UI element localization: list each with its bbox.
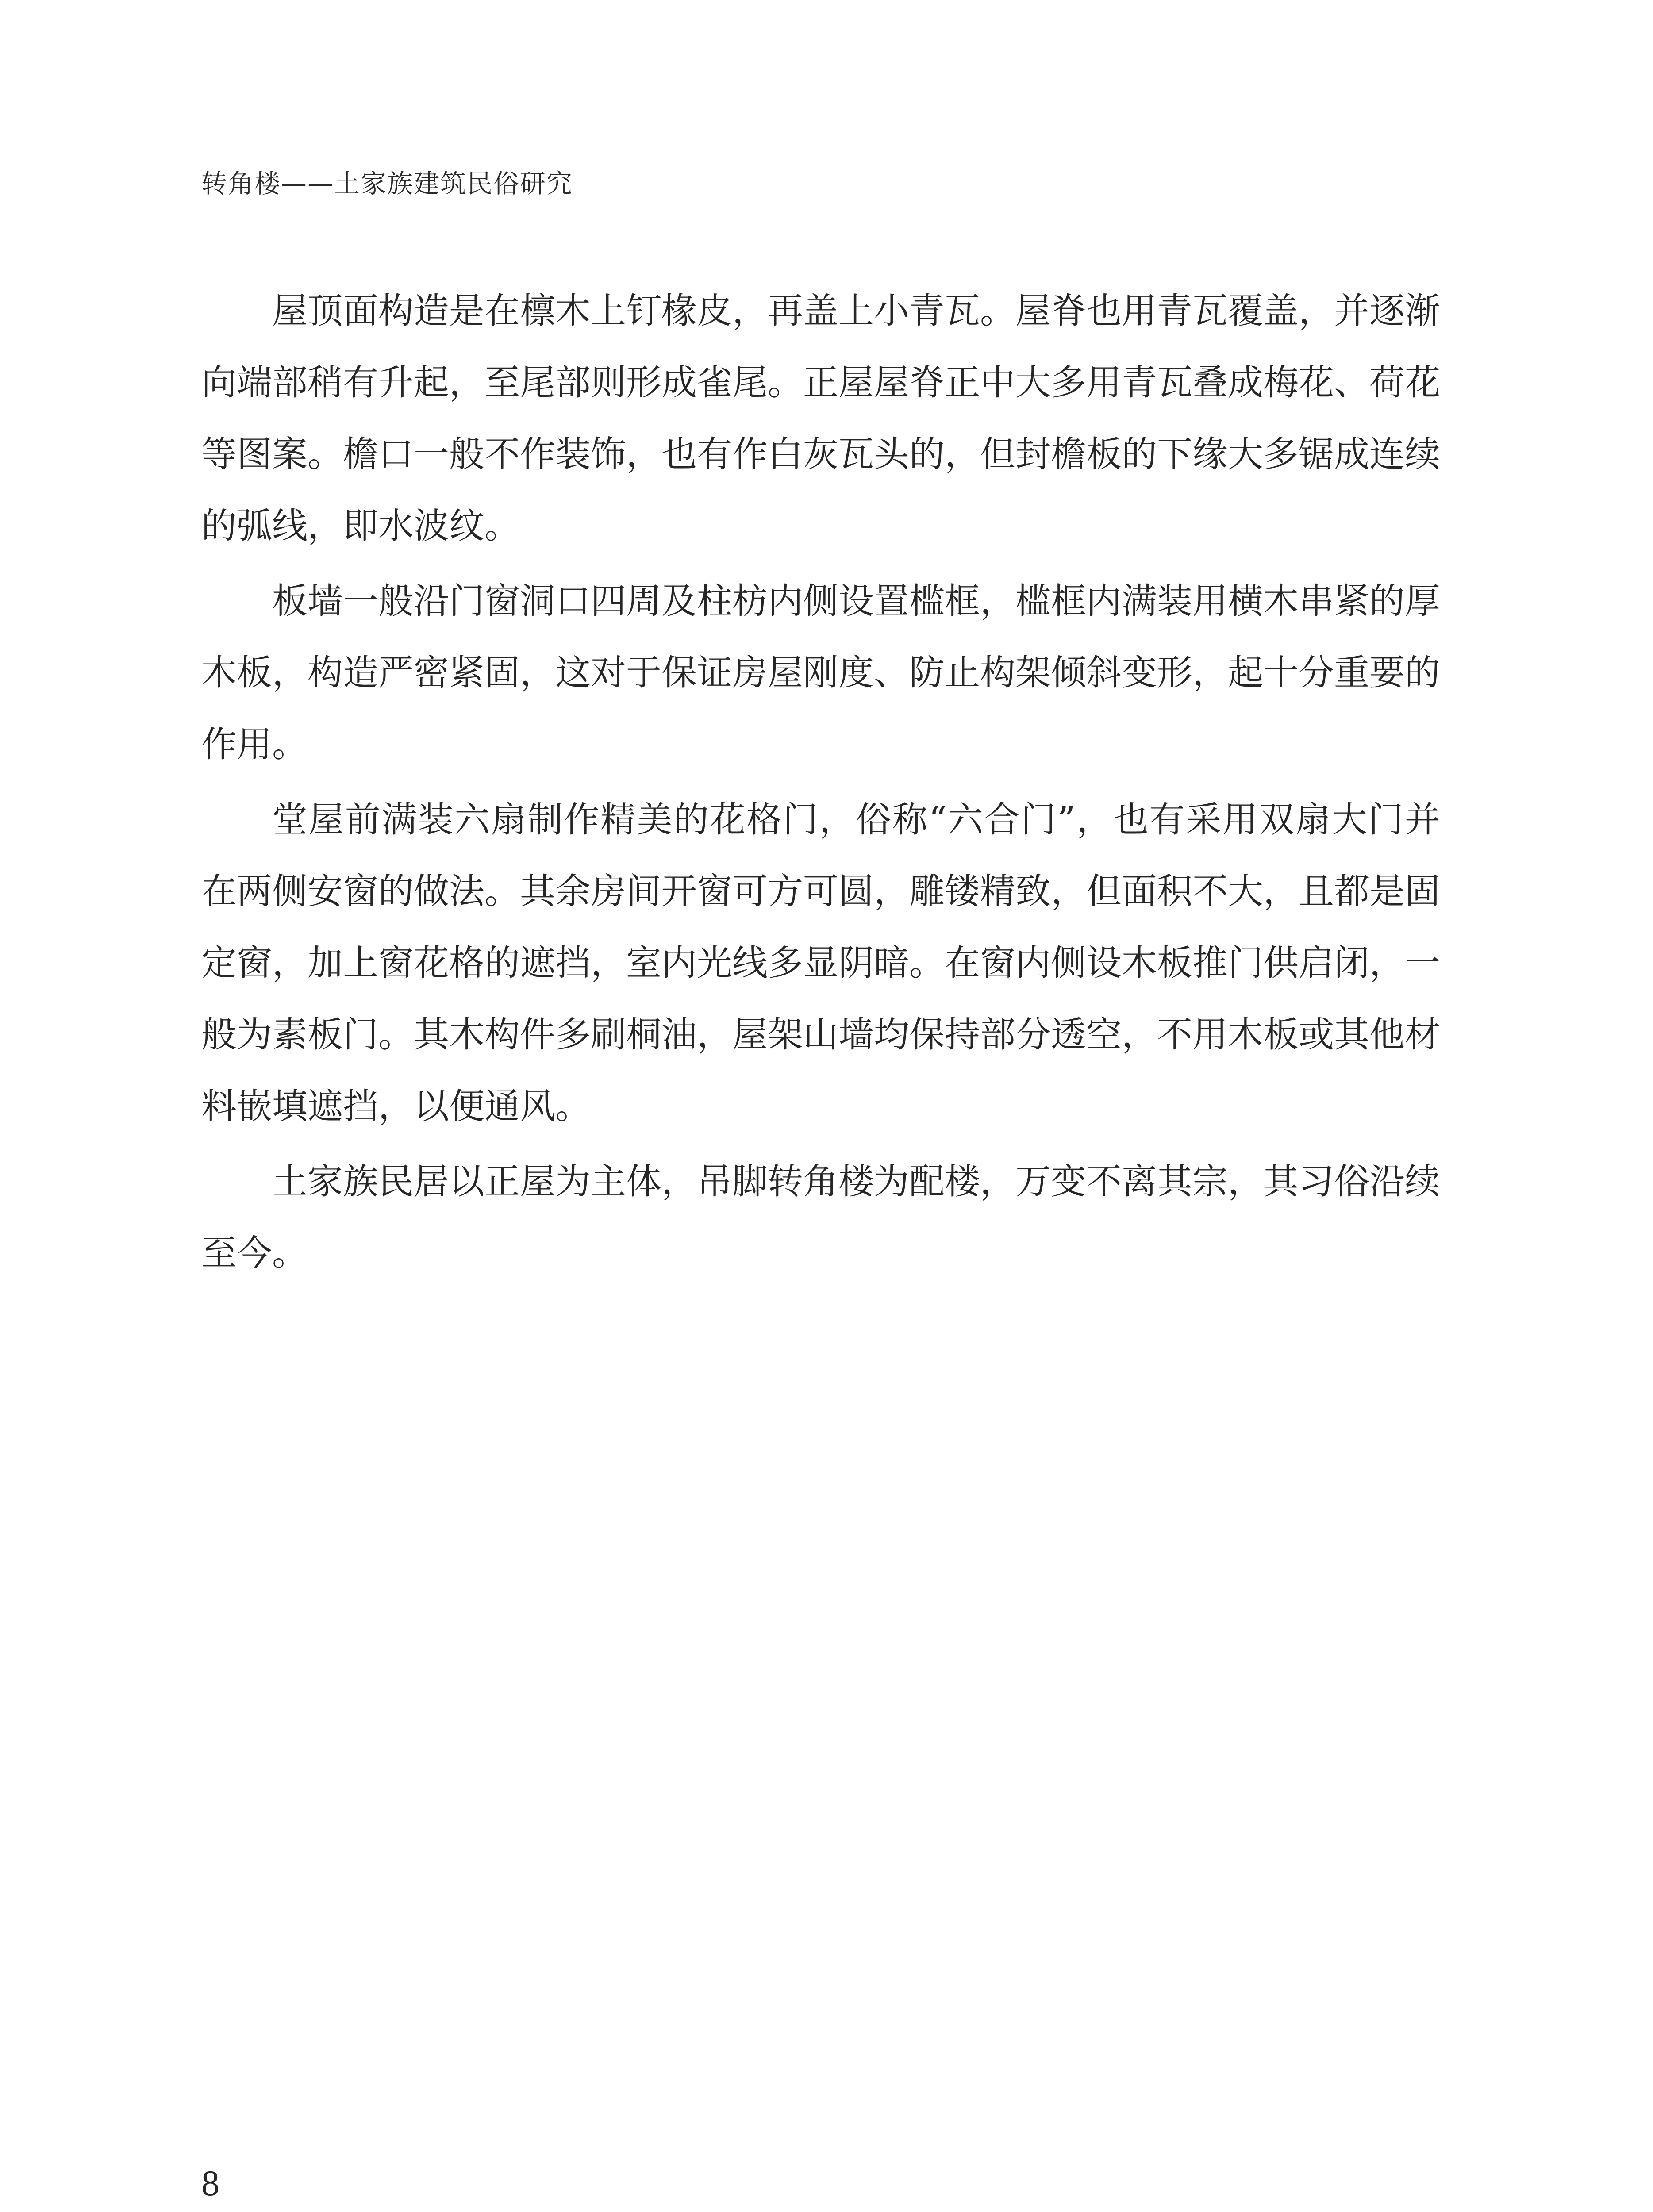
running-header: 转角楼——土家族建筑民俗研究 bbox=[201, 169, 573, 199]
body-text bbox=[201, 275, 1440, 1293]
page-number: 8 bbox=[201, 2163, 219, 2203]
paragraph-board-wall: 板墙一般沿门窗洞口四周及柱枋内侧设置槛框，槛框内满装用横木串紧的厚木板，构造严密紧固，这对于保证房屋刚度、防止构架倾斜变形，起十分重要的作用。 bbox=[201, 580, 1440, 765]
paragraph-doors-windows: 堂屋前满装六扇制作精美的花格门，俗称“六合门”，也有采用双扇大门并在两侧安窗的做法。其余房间开窗可方可圆，雕镂精致，但面积不大，且都是固定窗，加上窗花格的遮挡，室内光线多显阴暗。在窗内侧设木板推门供启闭，一般为素板门。其木构件多刷桐油，屋架山墙均保持部分透空，不用木板或其他材料嵌填遮挡，以便通风。 bbox=[201, 799, 1440, 1127]
paragraph-conclusion: 土家族民居以正屋为主体，吊脚转角楼为配楼，万变不离其宗，其习俗沿续至今。 bbox=[201, 1161, 1440, 1274]
paragraph-roof: 屋顶面构造是在檩木上钉椽皮，再盖上小青瓦。屋脊也用青瓦覆盖，并逐渐向端部稍有升起，至尾部则形成雀尾。正屋屋脊正中大多用青瓦叠成梅花、荷花等图案。檐口一般不作装饰，也有作白灰瓦头的，但封檐板的下缘大多锯成连续的弧线，即水波纹。 bbox=[201, 290, 1440, 546]
